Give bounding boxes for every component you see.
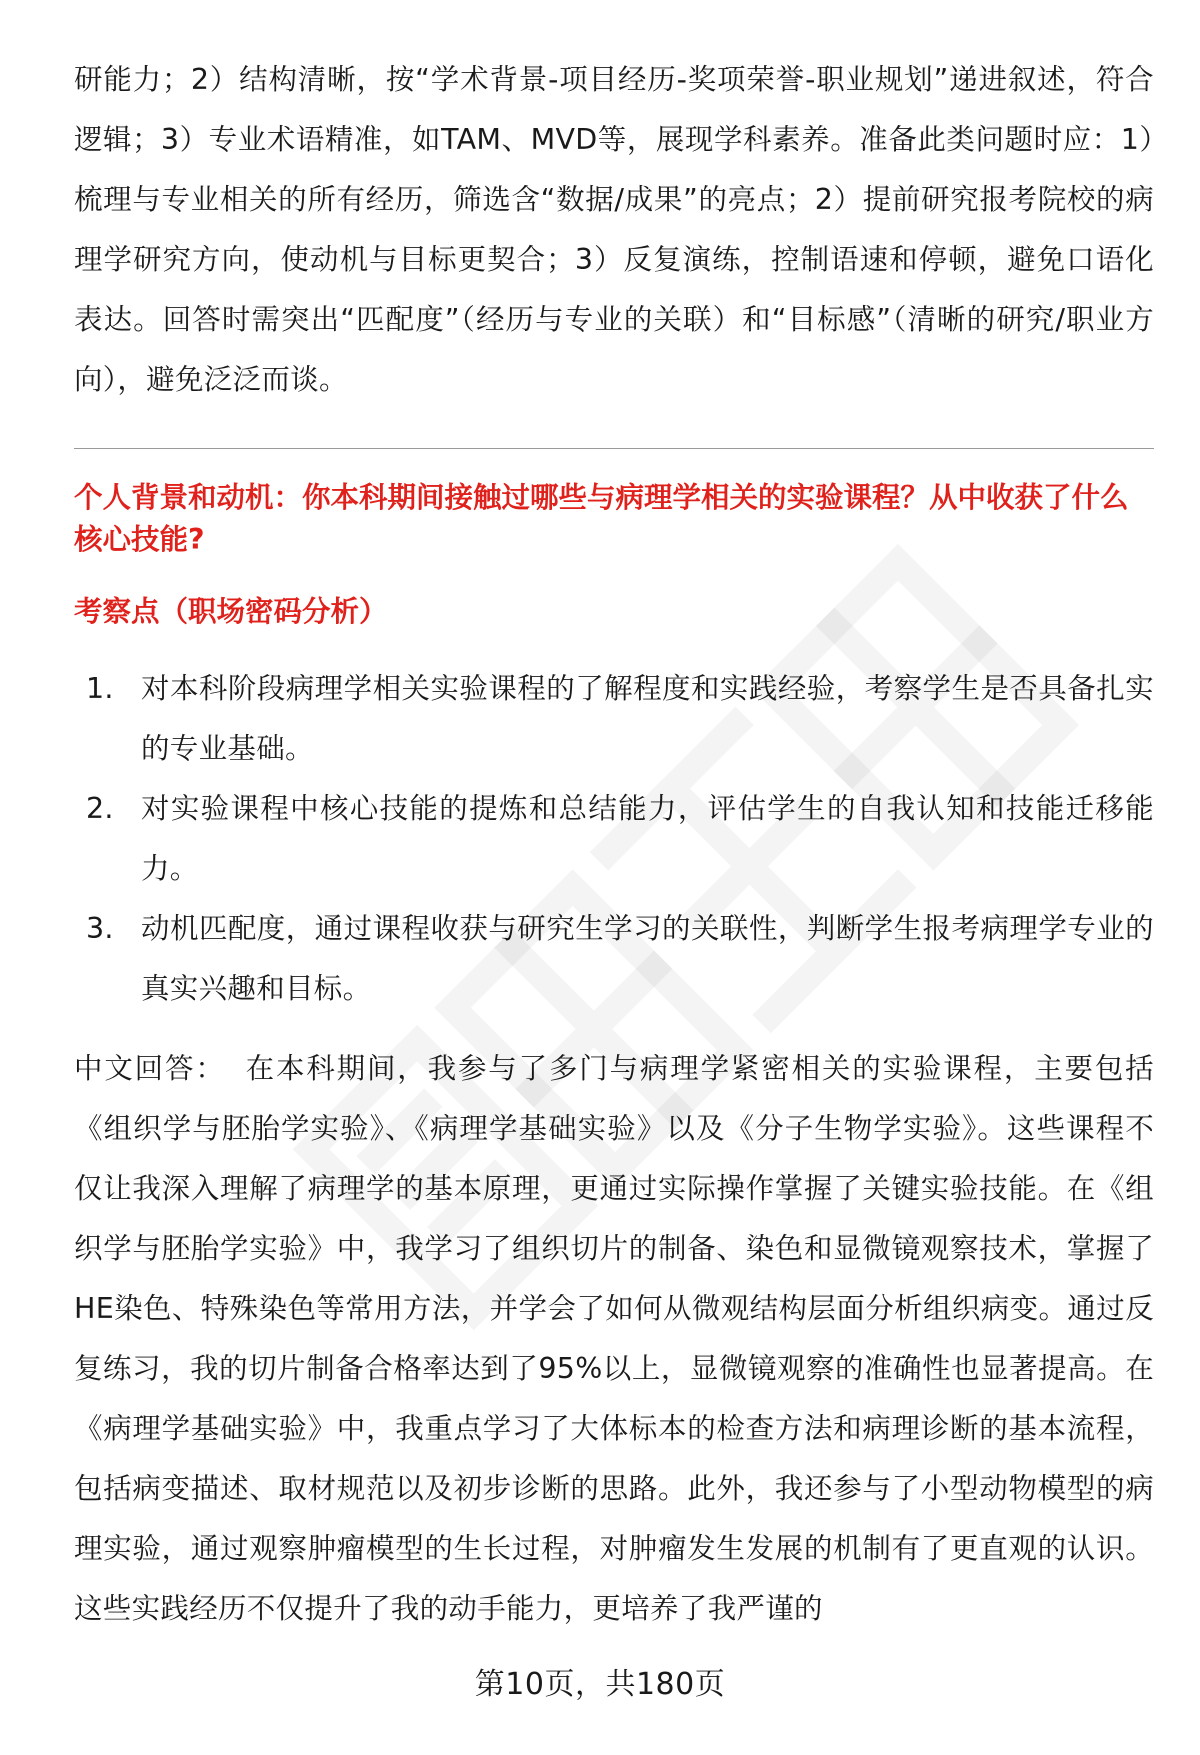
document-page [74, 50, 1154, 1639]
list-item-text: 对本科阶段病理学相关实验课程的了解程度和实践经验，考察学生是否具备扎实的专业基础。 [141, 672, 1154, 765]
list-item [86, 779, 1154, 899]
list-item-number: 1. [86, 672, 114, 705]
intro-paragraph: 研能力；2）结构清晰，按“学术背景-项目经历-奖项荣誉-职业规划”递进叙述，符合逻辑；3）专业术语精准，如TAM、MVD等，展现学科素养。准备此类问题时应：1）梳理与专业相关的所有经历，筛选含“数据/成果”的亮点；2）提前研究报考院校的病理学研究方向，使动机与目标更契合；3）反复演练，控制语速和停顿，避免口语化表达。回答时需突出“匹配度”（经历与专业的关联）和“目标感”（清晰的研究/职业方向），避免泛泛而谈。 [74, 63, 1154, 396]
answer-paragraph [74, 1039, 1154, 1639]
list-item-text: 对实验课程中核心技能的提炼和总结能力，评估学生的自我认知和技能迁移能力。 [141, 792, 1154, 885]
section-heading: 考察点（职场密码分析） [74, 595, 388, 628]
list-item [86, 899, 1154, 1019]
question-title: 个人背景和动机：你本科期间接触过哪些与病理学相关的实验课程？从中收获了什么核心技能? [74, 481, 1129, 556]
list-item-number: 3. [86, 912, 114, 945]
answer-text: 在本科期间，我参与了多门与病理学紧密相关的实验课程，主要包括《组织学与胚胎学实验》、《病理学基础实验》以及《分子生物学实验》。这些课程不仅让我深入理解了病理学的基本原理，更通过实际操作掌握了关键实验技能。在《组织学与胚胎学实验》中，我学习了组织切片的制备、染色和显微镜观察技术，掌握了HE染色、特殊染色等常用方法，并学会了如何从微观结构层面分析组织病变。通过反复练习，我的切片制备合格率达到了95%以上，显微镜观察的准确性也显著提高。在《病理学基础实验》中，我重点学习了大体标本的检查方法和病理诊断的基本流程，包括病变描述、取材规范以及初步诊断的思路。此外，我还参与了小型动物模型的病理实验，通过观察肿瘤模型的生长过程，对肿瘤发生发展的机制有了更直观的认识。这些实践经历不仅提升了我的动手能力，更培养了我严谨的 [74, 1052, 1154, 1625]
answer-label: 中文回答： [74, 1052, 226, 1085]
list-item-number: 2. [86, 792, 114, 825]
list-item [86, 659, 1154, 779]
page-footer: 第10页，共180页 [474, 1667, 726, 1702]
list-item-text: 动机匹配度，通过课程收获与研究生学习的关联性，判断学生报考病理学专业的真实兴趣和目标。 [141, 912, 1154, 1005]
points-list [74, 659, 1154, 1019]
section-divider [74, 448, 1154, 449]
